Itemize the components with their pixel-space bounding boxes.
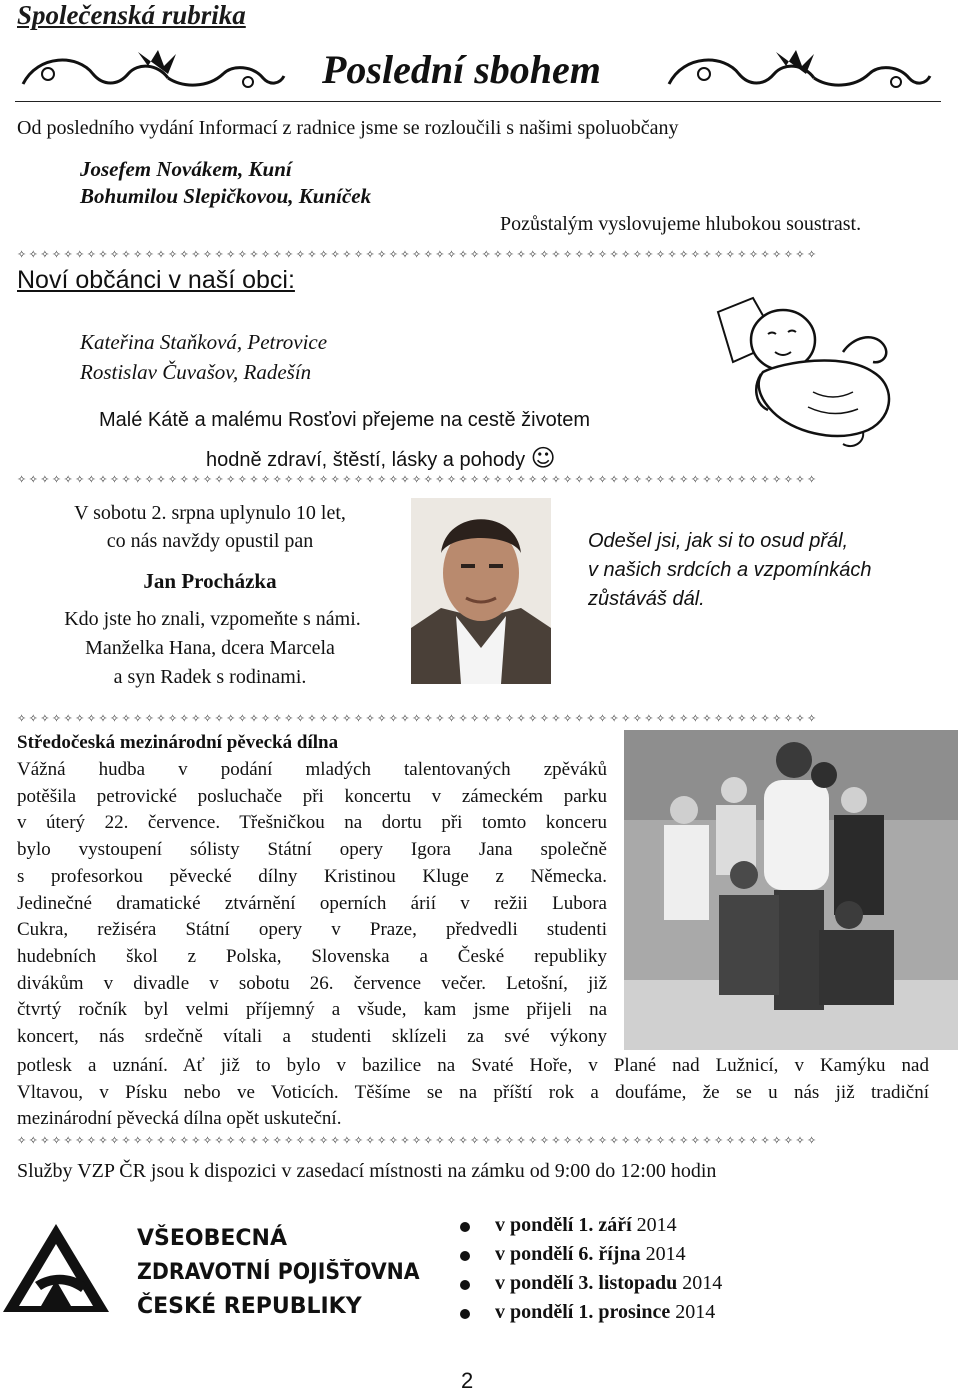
concert-heading: Středočeská mezinárodní pěvecká dílna bbox=[17, 732, 339, 753]
poem-line: Odešel jsi, jak si to osud přál, bbox=[588, 530, 849, 552]
memorial-name: Jan Procházka bbox=[143, 569, 277, 593]
list-item: v pondělí 1. září 2014 bbox=[460, 1214, 722, 1243]
memorial-line: a syn Radek s rodinami. bbox=[113, 666, 307, 688]
newborn-name: Kateřina Staňková, Petrovice bbox=[80, 330, 328, 354]
wish-line: Malé Kátě a malému Rosťovi přejeme na cestě životem bbox=[99, 409, 591, 431]
separator: ✧✧✧✧✧✧✧✧✧✧✧✧✧✧✧✧✧✧✧✧✧✧✧✧✧✧✧✧✧✧✧✧✧✧✧✧✧✧✧✧✧✧✧✧✧✧✧✧✧✧✧✧✧✧✧✧✧✧✧✧✧✧✧✧✧✧✧✧✧ bbox=[17, 248, 819, 261]
concert-line: hudebních škol z Polska, Slovenska a České republiky bbox=[17, 945, 607, 967]
concert-line: potěšila petrovické posluchače při koncertu v zámeckém parku bbox=[17, 785, 607, 807]
separator: ✧✧✧✧✧✧✧✧✧✧✧✧✧✧✧✧✧✧✧✧✧✧✧✧✧✧✧✧✧✧✧✧✧✧✧✧✧✧✧✧✧✧✧✧✧✧✧✧✧✧✧✧✧✧✧✧✧✧✧✧✧✧✧✧✧✧✧✧✧ bbox=[17, 712, 819, 725]
poem-line: v našich srdcích a vzpomínkách bbox=[588, 559, 872, 581]
header-rule bbox=[15, 101, 941, 102]
baby-illustration bbox=[713, 292, 903, 452]
concert-line: koncert, nás srdečně vítali a studenti sklízeli za své výkony bbox=[17, 1026, 607, 1048]
farewell-name: Josefem Novákem, Kuní bbox=[80, 157, 292, 181]
vzp-logo-icon bbox=[1, 1222, 111, 1314]
newborn-name: Rostislav Čuvašov, Radešín bbox=[80, 360, 312, 384]
newborns-heading: Noví občánci v naší obci: bbox=[17, 266, 295, 294]
wish-text: hodně zdraví, štěstí, lásky a pohody bbox=[206, 449, 526, 471]
concert-line: potlesk a uznání. Ať již to bylo v bazilice na Svaté Hoře, v Plané nad Lužnicí, v Kamýku nad bbox=[17, 1055, 929, 1076]
concert-line: Vltavou, v Písku nebo ve Voticích. Těšíme se na příští rok a doufáme, že se u nás již tradiční bbox=[17, 1081, 929, 1103]
concert-line: v úterý 22. července. Třešničkou na dortu při tomto konceru bbox=[17, 812, 607, 834]
separator: ✧✧✧✧✧✧✧✧✧✧✧✧✧✧✧✧✧✧✧✧✧✧✧✧✧✧✧✧✧✧✧✧✧✧✧✧✧✧✧✧✧✧✧✧✧✧✧✧✧✧✧✧✧✧✧✧✧✧✧✧✧✧✧✧✧✧✧✧✧ bbox=[17, 473, 819, 486]
page-title: Poslední sbohem bbox=[322, 47, 601, 92]
list-item: v pondělí 1. prosince 2014 bbox=[460, 1301, 722, 1330]
memorial-line: Manželka Hana, dcera Marcela bbox=[85, 637, 335, 659]
concert-body bbox=[17, 757, 607, 1051]
farewell-name: Bohumilou Slepičkovou, Kuníček bbox=[80, 184, 372, 208]
farewell-intro: Od posledního vydání Informací z radnice jsme se rozloučili s našimi spoluobčany bbox=[17, 117, 679, 139]
wish-line bbox=[206, 444, 556, 472]
portrait-photo bbox=[411, 498, 551, 684]
poem-line: zůstáváš dál. bbox=[588, 588, 705, 610]
vzp-logo-text bbox=[137, 1222, 441, 1324]
concert-line: Cukra, režiséra Státní opery v Praze, předvedli studenti bbox=[17, 919, 607, 941]
singers-photo bbox=[624, 730, 958, 1050]
concert-line: bylo vystoupení sólisty Státní opery Igora Jana společně bbox=[17, 839, 607, 861]
separator: ✧✧✧✧✧✧✧✧✧✧✧✧✧✧✧✧✧✧✧✧✧✧✧✧✧✧✧✧✧✧✧✧✧✧✧✧✧✧✧✧✧✧✧✧✧✧✧✧✧✧✧✧✧✧✧✧✧✧✧✧✧✧✧✧✧✧✧✧✧ bbox=[17, 1134, 819, 1147]
page-number: 2 bbox=[461, 1368, 474, 1393]
memorial-line: Kdo jste ho znali, vzpomeňte s námi. bbox=[64, 608, 361, 630]
smiley-icon: ☺ bbox=[530, 444, 556, 472]
ornament-left bbox=[18, 44, 288, 96]
ornament-right bbox=[664, 44, 934, 96]
list-item: v pondělí 6. října 2014 bbox=[460, 1243, 722, 1272]
concert-line: mezinárodní pěvecká dílna opět uskuteční. bbox=[17, 1108, 342, 1130]
concert-body-full bbox=[17, 1053, 929, 1133]
memorial-line: co nás navždy opustil pan bbox=[106, 530, 314, 552]
condolence-text: Pozůstalým vyslovujeme hlubokou soustrast. bbox=[500, 213, 862, 235]
concert-line: divákům v divadle v sobotu 26. července večer. Letošní, již bbox=[17, 972, 607, 994]
concert-line: s profesorkou pěvecké dílny Kristinou Kluge z Německa. bbox=[17, 865, 607, 887]
vzp-logo-line: ZDRAVOTNÍ POJIŠŤOVNA bbox=[137, 1260, 420, 1285]
concert-line: Vážná hudba v podání mladých talentovaných zpěváků bbox=[17, 759, 607, 780]
vzp-dates-list bbox=[460, 1214, 722, 1330]
vzp-info: Služby VZP ČR jsou k dispozici v zasedací místnosti na zámku od 9:00 do 12:00 hodin bbox=[17, 1160, 717, 1182]
section-rubric: Společenská rubrika bbox=[17, 0, 246, 30]
concert-line: čtvrtý ročník byl velmi příjemný a všude, kam jsme přijeli na bbox=[17, 999, 607, 1021]
memorial-line: V sobotu 2. srpna uplynulo 10 let, bbox=[74, 502, 346, 524]
concert-line: Jedinečné dramatické ztvárnění operních árií v režii Lubora bbox=[17, 892, 607, 914]
vzp-logo-line: VŠEOBECNÁ bbox=[137, 1226, 287, 1251]
list-item: v pondělí 3. listopadu 2014 bbox=[460, 1272, 722, 1301]
vzp-logo-line: ČESKÉ REPUBLIKY bbox=[137, 1294, 362, 1319]
